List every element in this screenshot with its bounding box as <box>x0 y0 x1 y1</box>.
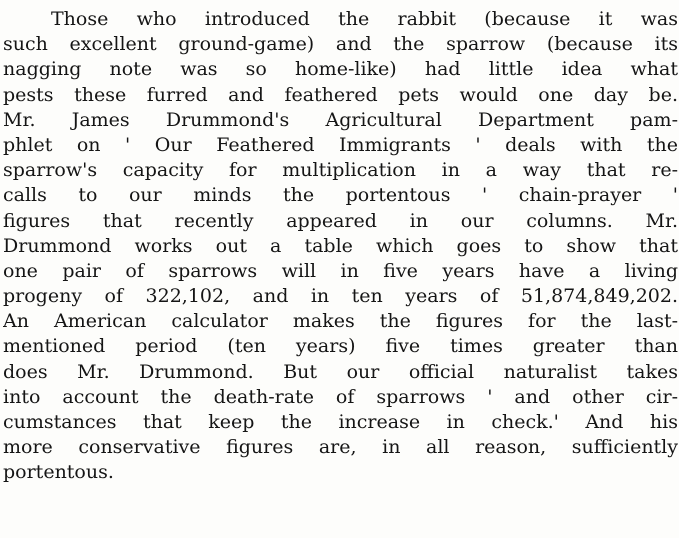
article-line: figures that recently appeared in our columns. Mr. <box>3 209 678 232</box>
article-line: Those who introduced the rabbit (because it was <box>51 8 678 30</box>
article-line: does Mr. Drummond. But our official naturalist takes <box>3 360 678 383</box>
article-line: sparrow's capacity for multiplication in a way that re- <box>3 159 678 182</box>
article-line: Drummond works out a table which goes to show that <box>3 234 678 257</box>
article-line: phlet on ' Our Feathered Immigrants ' deals with the <box>3 133 678 156</box>
article-line: such excellent ground-game) and the sparrow (because its <box>3 33 678 56</box>
article-line: into account the death-rate of sparrows ' and other cir- <box>3 385 678 408</box>
article-line: An American calculator makes the figures for the last- <box>3 310 678 333</box>
article-line: pests these furred and feathered pets would one day be. <box>3 83 678 106</box>
article-line: mentioned period (ten years) five times greater than <box>3 335 678 358</box>
article-line: more conservative figures are, in all reason, sufficiently <box>3 436 678 459</box>
article-line: portentous. <box>3 461 114 484</box>
article-line: nagging note was so home-like) had little idea what <box>3 58 678 81</box>
article-line: progeny of 322,102, and in ten years of 51,874,849,202. <box>3 285 678 308</box>
article-line: one pair of sparrows will in five years have a living <box>3 259 678 282</box>
article-paragraph <box>3 7 678 486</box>
article-line: Mr. James Drummond's Agricultural Department pam- <box>3 108 678 131</box>
article-line: calls to our minds the portentous ' chain-prayer ' <box>3 184 678 207</box>
article-line: cumstances that keep the increase in check.' And his <box>3 411 678 433</box>
